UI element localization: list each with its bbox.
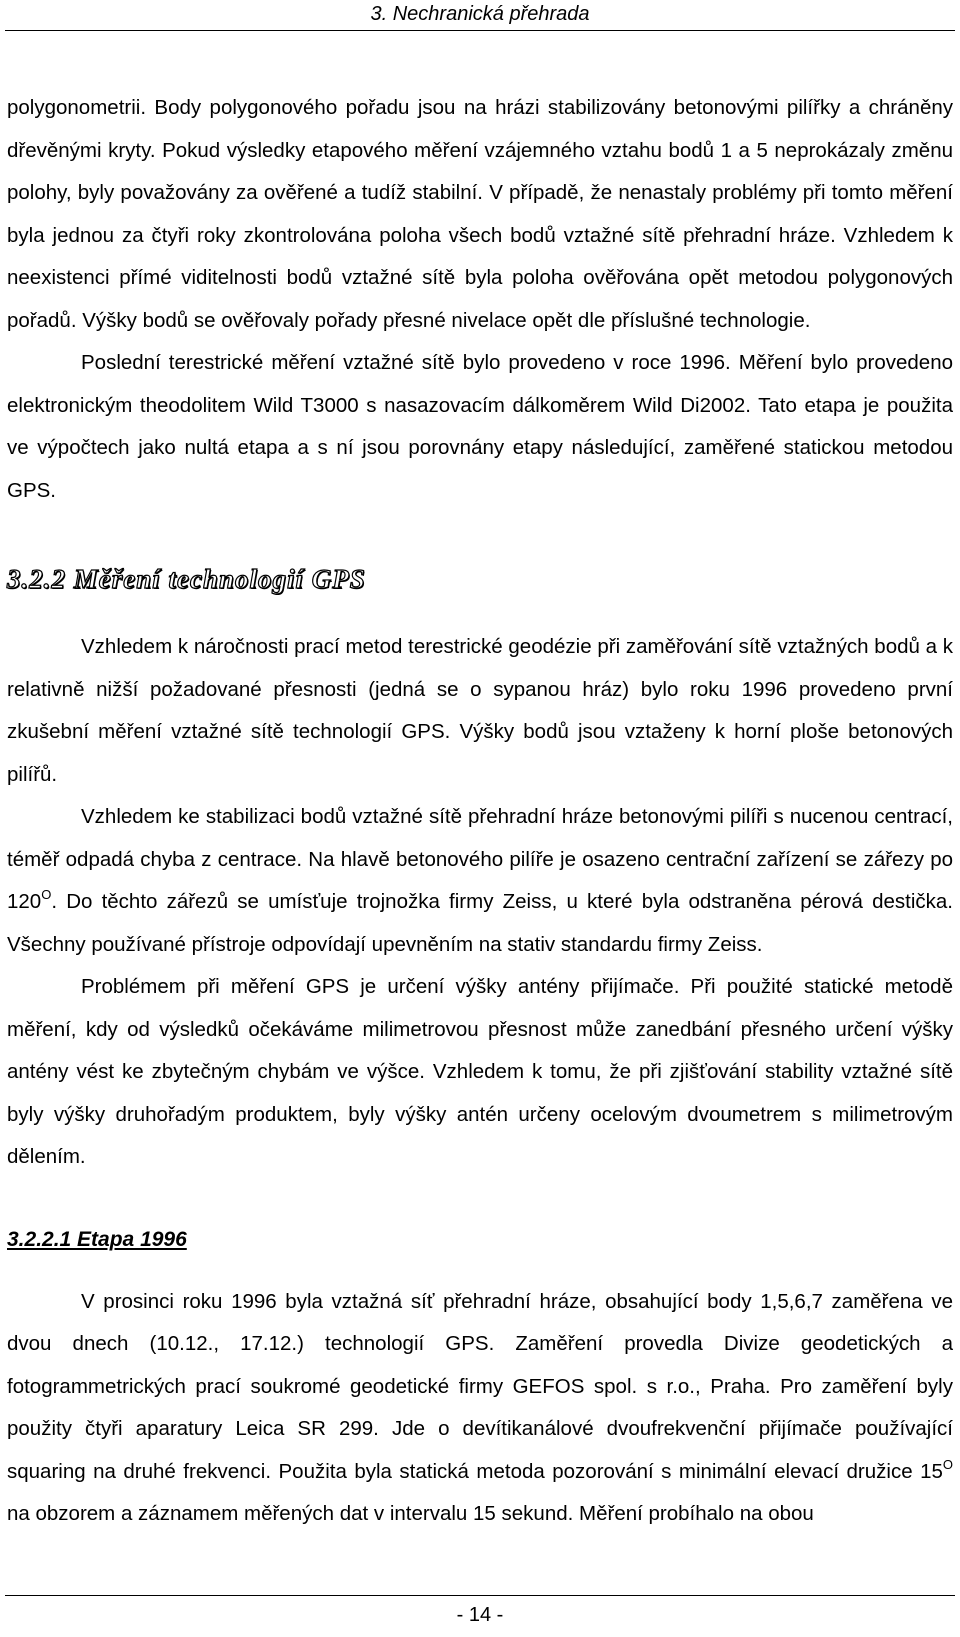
paragraph-centration-text: Vzhledem ke stabilizaci bodů vztažné sítě přehradní hráze betonovými pilíři s nucenou centrací, téměř odpadá chyba z centrace. Na hlavě betonového pilíře je osazeno centrační zařízení se zářezy po 120 [7, 805, 953, 913]
elevation-superscript: O [942, 1456, 953, 1472]
paragraph-centration-text-cont: . Do těchto zářezů se umísťuje trojnožka firmy Zeiss, u které byla odstraněna pérová destička. Všechny používané přístroje odpovídají upevněním na stativ standardu firmy Zeiss. [7, 890, 953, 956]
spacer [7, 512, 953, 532]
running-header: 3. Nechranická přehrada [370, 3, 590, 25]
section-heading: 3.2.2 Měření technologií GPS [7, 564, 366, 594]
spacer [7, 1179, 953, 1199]
paragraph-last-terrestrial: Poslední terestrické měření vztažné sítě bylo provedeno v roce 1996. Měření bylo provedeno elektronickým theodolitem Wild T3000 s nasazovacím dálkoměrem Wild Di2002. Tato etapa je použita ve výpočtech jako nultá etapa a s ní jsou porovnány etapy následující, zaměřené statickou metodou GPS. [7, 351, 953, 502]
subsection-heading-text: 3.2.2.1 Etapa 1996 [7, 1227, 187, 1251]
footer-divider [5, 1595, 955, 1596]
paragraph-epoch-1996 [7, 1281, 953, 1536]
degree-superscript: O [41, 887, 52, 902]
page-number: - 14 - [456, 1604, 504, 1626]
paragraph-centration [7, 796, 953, 966]
paragraph-antenna-height: Problémem při měření GPS je určení výšky antény přijímače. Při použité statické metodě měření, kdy od výsledků očekáváme milimetrovou přesnost může zanedbání přesného určení výšky antény vést ke zbytečným chybám ve výšce. Vzhledem k tomu, že při zjišťování stability vztažné sítě byly výšky druhořadým produktem, byly výšky antén určeny ocelovým dvoumetrem s milimetrovým dělením. [7, 975, 953, 1168]
paragraph-epoch-text-cont: na obzorem a záznamem měřených dat v intervalu 15 sekund. Měření probíhalo na obou [7, 1502, 814, 1525]
paragraph-gps-intro: Vzhledem k náročnosti prací metod terestrické geodézie při zaměřování sítě vztažných bodů a k relativně nižší požadované přesnosti (jedná se o sypanou hráz) bylo roku 1996 provedeno první zkušební měření vztažné sítě technologií GPS. Výšky bodů jsou vztaženy k horní ploše betonových pilířů. [7, 635, 953, 786]
page-footer [0, 1595, 960, 1596]
paragraph-epoch-text: V prosinci roku 1996 byla vztažná síť přehradní hráze, obsahující body 1,5,6,7 zaměřena ve dvou dnech (10.12., 17.12.) technologií GPS. Zaměření provedla Divize geodetických a fotogrammetrických prací soukromé geodetické firmy GEFOS spol. s r.o., Praha. Pro zaměření byly použity čtyři aparatury Leica SR 299. Jde o devítikanálové dvoufrekvenční přijímače používající squaring na druhé frekvenci. Použita byla statická metoda pozorování s minimální elevací družice 15 [7, 1289, 953, 1483]
paragraph-polygonometry: polygonometrii. Body polygonového pořadu jsou na hrázi stabilizovány betonovými pilířky a chráněny dřevěnými kryty. Pokud výsledky etapového měření vzájemného vztahu bodů 1 a 5 neprokázaly změnu polohy, byly považovány za ověřené a tudíž stabilní. V případě, že nenastaly problémy při tomto měření byla jednou za čtyři roky zkontrolována poloha všech bodů vztažné sítě přehradní hráze. Vzhledem k neexistenci přímé viditelnosti bodů vztažné sítě byla poloha ověřována opět metodou polygonových pořadů. Výšky bodů se ověřovaly pořady přesné nivelace opět dle příslušné technologie. [7, 96, 953, 332]
document-body [7, 87, 953, 1536]
header-divider [5, 30, 955, 31]
subsection-heading [7, 1199, 953, 1281]
